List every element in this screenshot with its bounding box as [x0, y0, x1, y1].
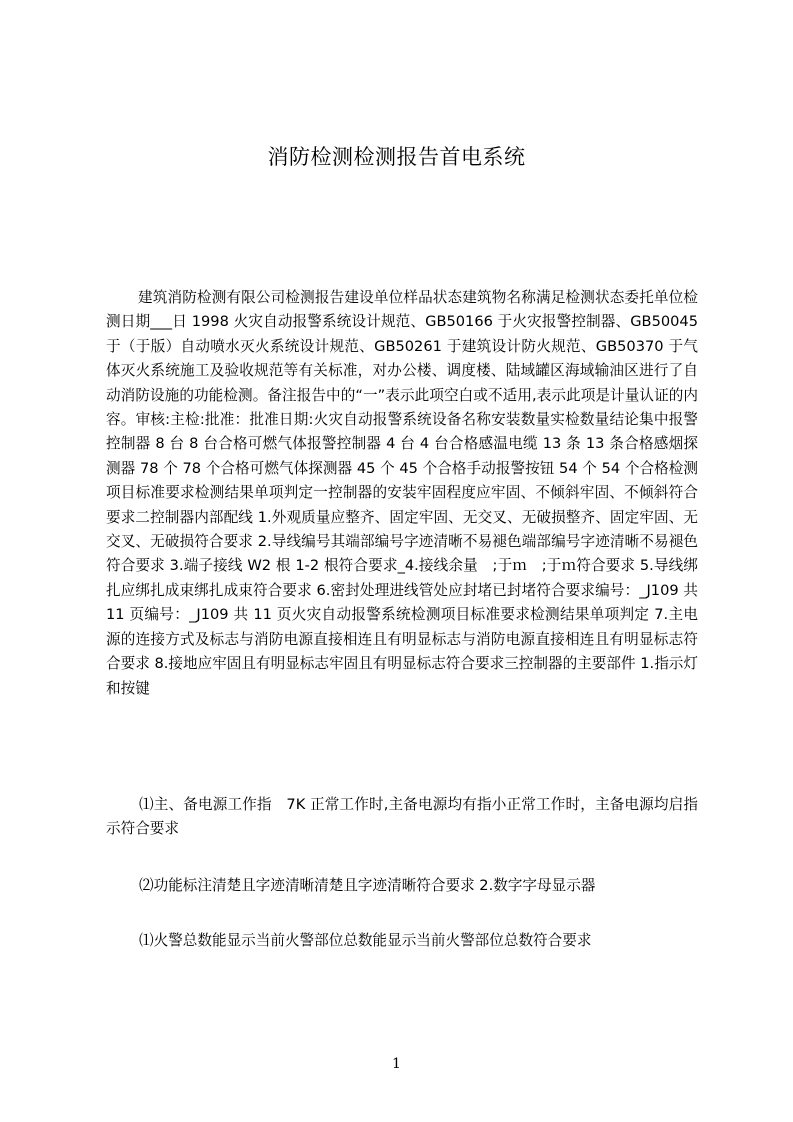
page-number: 1 [392, 1056, 401, 1072]
body-paragraph-function-label: ⑵功能标注清楚且字迹清晰清楚且字迹清晰符合要求 2.数字字母显示器 [139, 877, 596, 894]
page-title: 消防检测检测报告首电系统 [267, 145, 526, 169]
body-paragraph-main: 建筑消防检测有限公司检测报告建设单位样品状态建筑物名称满足检测状态委托单位检测日期___日 1998 火灾自动报警系统设计规范、GB50166 于火灾报警控制器、GB50045 于（于版）自动喷水灭火系统设计规范、GB50261 于建筑设计防火规范、GB50370 于气体灭火系统施工及验收规范等有关标准，对办公楼、调度楼、陆域罐区海域输油区进行了自动消防设施的功能检测。备注报告中的“一”表示此项空白或不适用,表示此项是计量认证的内容。审核:主检:批准：批准日期:火灾自动报警系统设备名称安装数量实检数量结论集中报警控制器 8 台 8 台合格可燃气体报警控制器 4 台 4 台合格感温电缆 13 条 13 条合格感烟探测器 78 个 78 个合格可燃气体探测器 45 个 45 个合格手动报警按钮 54 个 54 个合格检测项目标准要求检测结果单项判定一控制器的安装牢固程度应牢固、不倾斜牢固、不倾斜符合要求二控制器内部配线 1.外观质量应整齐、固定牢固、无交叉、无破损整齐、固定牢固、无交叉、无破损符合要求 2.导线编号其端部编号字迹清晰不易褪色端部编号字迹清晰不易褪色符合要求 3.端子接线 W2 根 1-2 根符合要求_4.接线余量 ;于ｍ ;于ｍ符合要求 5.导线绑扎应绑扎成束绑扎成束符合要求 6.密封处理进线管处应封堵已封堵符合要求编号：_J109 共 11 页编号：_J109 共 11 页火灾自动报警系统检测项目标准要求检测结果单项判定 7.主电源的连接方式及标志与消防电源直接相连且有明显标志与消防电源直接相连且有明显标志符合要求 8.接地应牢固且有明显标志牢固且有明显标志符合要求三控制器的主要部件 1.指示灯和按键 [106, 289, 698, 697]
body-paragraph-fire-alarm-count: ⑴火警总数能显示当前火警部位总数能显示当前火警部位总数符合要求 [139, 932, 592, 949]
body-paragraph-power-indicator: ⑴主、备电源工作指 7K 正常工作时,主备电源均有指小正常工作时，主备电源均启指示符合要求 [106, 796, 698, 838]
